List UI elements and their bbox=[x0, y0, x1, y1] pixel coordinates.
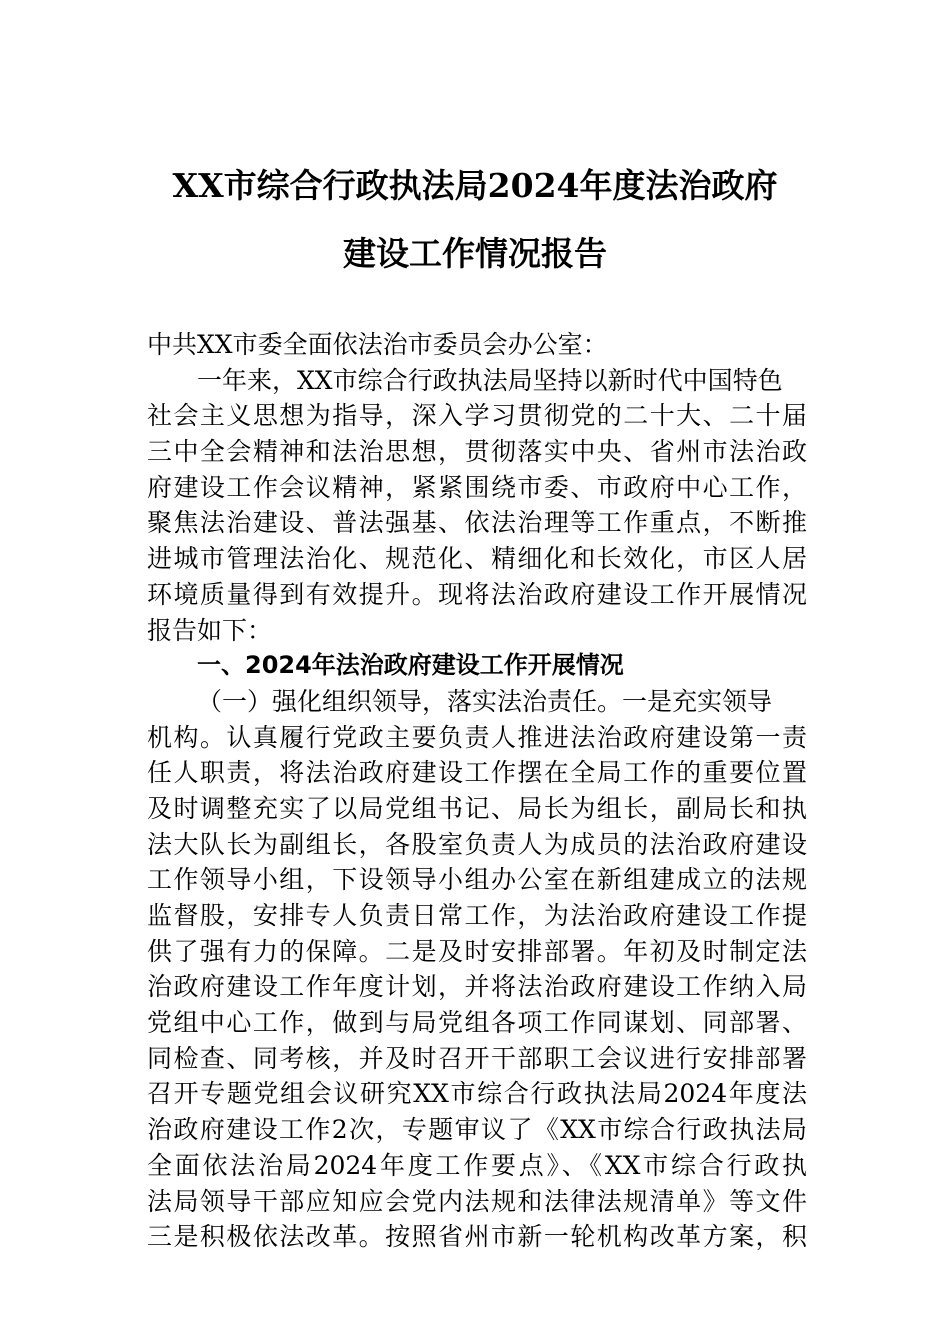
section-line: 机构。认真履行党政主要负责人推进法治政府建设第一责 bbox=[147, 722, 807, 752]
section-line: 全面依法治局2024年度工作要点》、《XX市综合行政执 bbox=[147, 1150, 807, 1180]
section-line: 三是积极依法改革。按照省州市新一轮机构改革方案，积 bbox=[147, 1222, 807, 1252]
section-line: 召开专题党组会议研究XX市综合行政执法局2024年度法 bbox=[147, 1079, 807, 1109]
section-line: 治政府建设工作2次，专题审议了《XX市综合行政执法局 bbox=[147, 1115, 807, 1145]
section-line: 党组中心工作，做到与局党组各项工作同谋划、同部署、 bbox=[147, 1008, 807, 1038]
intro-line: 三中全会精神和法治思想，贯彻落实中央、省州市法治政 bbox=[147, 437, 807, 467]
intro-line: 环境质量得到有效提升。现将法治政府建设工作开展情况 bbox=[147, 579, 807, 609]
section-heading: 一、2024年法治政府建设工作开展情况 bbox=[197, 651, 624, 680]
intro-line: 聚焦法治建设、普法强基、依法治理等工作重点，不断推 bbox=[147, 508, 807, 538]
section-line: 监督股，安排专人负责日常工作，为法治政府建设工作提 bbox=[147, 901, 807, 930]
document-title-line-1: XX市综合行政执法局2024年度法治政府 bbox=[172, 166, 778, 205]
document-title-line-2: 建设工作情况报告 bbox=[343, 234, 607, 273]
section-line: 法局领导干部应知应会党内法规和法律法规清单》等文件 bbox=[147, 1186, 807, 1216]
document-body bbox=[147, 327, 807, 1255]
intro-line: 社会主义思想为指导，深入学习贯彻党的二十大、二十届 bbox=[147, 401, 807, 431]
intro-line: 一年来，XX市综合行政执法局坚持以新时代中国特色 bbox=[197, 365, 783, 395]
salutation: 中共XX市委全面依法治市委员会办公室： bbox=[147, 330, 608, 359]
section-line: （一）强化组织领导，落实法治责任。一是充实领导 bbox=[197, 686, 773, 716]
section-line: 同检查、同考核，并及时召开干部职工会议进行安排部署 bbox=[147, 1043, 807, 1073]
section-line: 工作领导小组，下设领导小组办公室在新组建成立的法规 bbox=[147, 865, 807, 895]
section-line: 治政府建设工作年度计划，并将法治政府建设工作纳入局 bbox=[147, 972, 807, 1002]
section-line: 及时调整充实了以局党组书记、局长为组长，副局长和执 bbox=[147, 793, 807, 823]
intro-line: 府建设工作会议精神，紧紧围绕市委、市政府中心工作， bbox=[147, 472, 807, 502]
section-line: 法大队长为副组长，各股室负责人为成员的法治政府建设 bbox=[147, 829, 807, 859]
section-line: 供了强有力的保障。二是及时安排部署。年初及时制定法 bbox=[147, 936, 807, 966]
intro-line: 进城市管理法治化、规范化、精细化和长效化，市区人居 bbox=[147, 544, 807, 574]
section-line: 任人职责，将法治政府建设工作摆在全局工作的重要位置 bbox=[147, 758, 807, 788]
intro-line: 报告如下： bbox=[147, 615, 273, 645]
